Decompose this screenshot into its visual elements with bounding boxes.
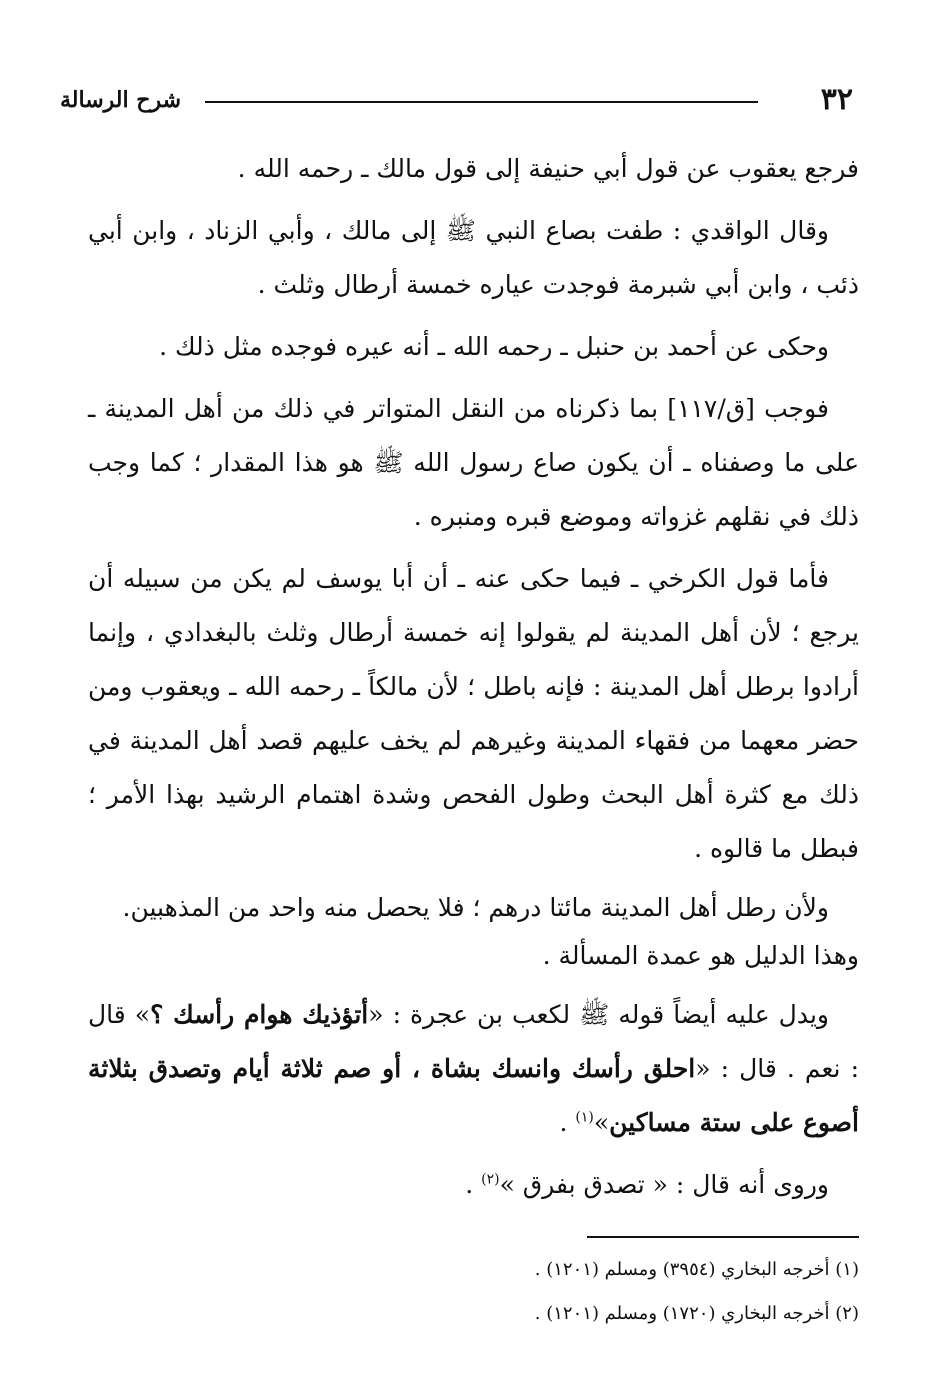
paragraph-6-line-2: وهذا الدليل هو عمدة المسألة . (542, 941, 859, 970)
footnote-2: (٢) أخرجه البخاري (١٧٢٠) ومسلم (١٢٠١) . (534, 1303, 859, 1324)
hadith-quote-1: أتؤذيك هوام رأسك ؟ (150, 1000, 369, 1029)
narration-end: . (465, 1170, 482, 1199)
paragraph-6 (88, 884, 859, 980)
paragraph-3: وحكى عن أحمد بن حنبل ـ رحمه الله ـ أنه عيره فوجده مثل ذلك . (159, 332, 829, 361)
footnotes (88, 1248, 859, 1336)
main-text (88, 142, 859, 1220)
hadith-close: » (593, 1108, 610, 1137)
book-title: شرح الرسالة (60, 87, 182, 113)
footnote-1: (١) أخرجه البخاري (٣٩٥٤) ومسلم (١٢٠١) . (534, 1259, 859, 1280)
paragraph-5: فأما قول الكرخي ـ فيما حكى عنه ـ أن أبا يوسف لم يكن من سبيله أن يرجع ؛ لأن أهل المدينة لم يقولوا إنه خمسة أرطال وثلث بالبغدادي ، وإنما أرادوا برطل أهل المدينة : فإنه باطل ؛ لأن مالكاً ـ رحمه الله ـ ويعقوب ومن حضر معهما من فقهاء المدينة وغيرهم لم يخف عليهم قصد أهل المدينة في ذلك مع كثرة أهل البحث وطول الفحص وشدة اهتمام الرشيد بهذا الأمر ؛ فبطل ما قالوه . (88, 564, 859, 863)
paragraph-4: فوجب [ق/١١٧] بما ذكرناه من النقل المتواتر في ذلك من أهل المدينة ـ على ما وصفناه ـ أن يكون صاع رسول الله ﷺ هو هذا المقدار ؛ كما وجب ذلك في نقلهم غزواته وموضع قبره ومنبره . (88, 394, 859, 531)
paragraph-2: وقال الواقدي : طفت بصاع النبي ﷺ إلى مالك ، وأبي الزناد ، وابن أبي ذئب ، وابن أبي شبرمة فوجدت عياره خمسة أرطال وثلث . (88, 216, 859, 299)
running-header (60, 80, 853, 120)
header-rule (205, 101, 758, 103)
hadith-middle: » قال : نعم . قال : « (88, 1000, 859, 1083)
footnote-separator (587, 1236, 859, 1238)
narration-close: » (499, 1170, 515, 1199)
hadith-end: . (559, 1108, 576, 1137)
footnote-marker-2[interactable]: (٢) (481, 1171, 500, 1188)
narration-quote: تصدق بفرق (514, 1170, 653, 1199)
page-number: ٣٢ (820, 82, 853, 117)
hadith-intro: ويدل عليه أيضاً قوله ﷺ لكعب بن عجرة : « (368, 1000, 829, 1029)
paragraph-6-line-1: ولأن رطل أهل المدينة مائتا درهم ؛ فلا يحصل منه واحد من المذهبين. (122, 893, 829, 922)
narration-intro: وروى أنه قال : « (652, 1170, 829, 1199)
footnote-marker-1[interactable]: (١) (575, 1109, 594, 1126)
paragraph-7 (88, 988, 859, 1150)
paragraph-8 (88, 1158, 859, 1212)
paragraph-1: فرجع يعقوب عن قول أبي حنيفة إلى قول مالك ـ رحمه الله . (237, 154, 859, 183)
hadith-quote-2: احلق رأسك وانسك بشاة ، أو صم ثلاثة أيام وتصدق بثلاثة أصوع على ستة مساكين (88, 1054, 859, 1137)
